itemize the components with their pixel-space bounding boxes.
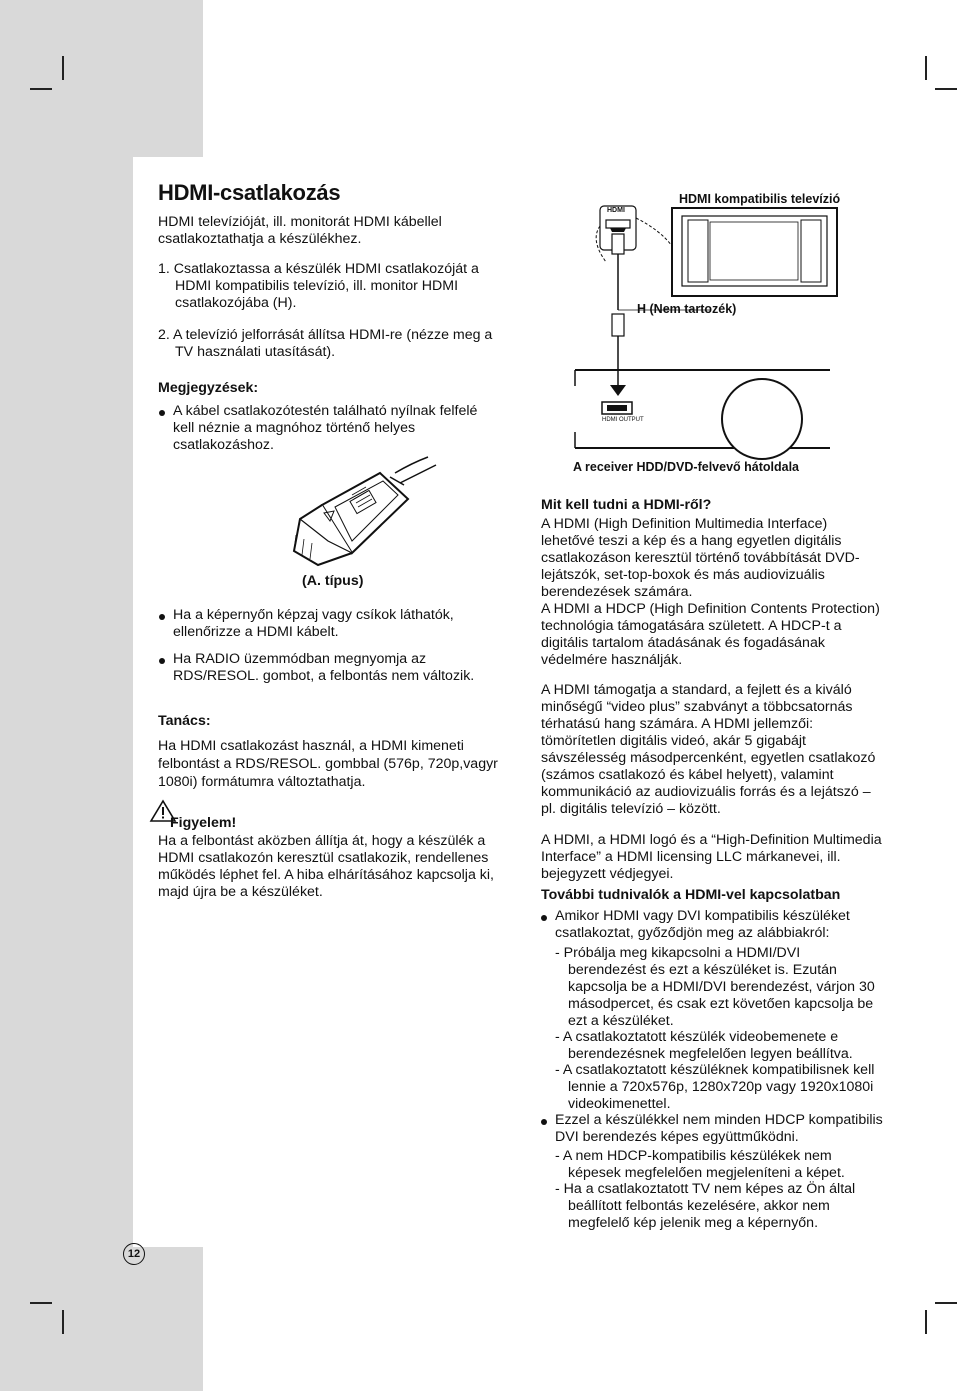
list-item: - A csatlakoztatott készüléknek kompatibilisnek kell lennie a 720x576p, 1280x720p vagy 1920x1080i videokimenettel. <box>555 1062 875 1112</box>
list-item: Amikor HDMI vagy DVI kompatibilis készüléket csatlakoztat, győződjön meg az alábbiakról: <box>555 908 850 941</box>
page-number: 12 <box>123 1243 145 1265</box>
bullet <box>541 915 547 921</box>
section-heading: Mit kell tudni a HDMI-ről? <box>541 497 712 513</box>
warning-heading: Figyelem! <box>170 815 237 831</box>
crop-mark <box>925 1310 927 1334</box>
note-2: Ha a képernyőn képzaj vagy csíkok láthatók, ellenőrizze a HDMI kábelt. <box>173 607 454 640</box>
paragraph: A HDMI támogatja a standard, a fejlett és a kiváló minőségű “video plus” szabványt a többcsatornás térhatású hang számára. A HDMI jellemzői: tömörítetlen digitális videó, akár 5 gigabájt sávszélesség másodpercenként, egyetlen csatlakozó (számos csatlakozó és kábel helyett), valamint kommunikáció az audiovizuális forrás és a lejátszó – pl. digitális televízió – között. <box>541 682 876 817</box>
tv-label: HDMI kompatibilis televízió <box>679 192 841 206</box>
crop-mark <box>935 1302 957 1304</box>
bullet <box>159 410 165 416</box>
crop-mark <box>925 56 927 80</box>
crop-mark <box>30 1302 52 1304</box>
bullet <box>159 614 165 620</box>
tip-text: Ha HDMI csatlakozást használ, a HDMI kimeneti felbontást a RDS/RESOL. gombbal (576p, 720p,vagyr 1080i) formátumra változtathatja. <box>158 738 498 790</box>
section-heading: További tudnivalók a HDMI-vel kapcsolatban <box>541 887 841 903</box>
crop-mark <box>62 56 64 80</box>
crop-mark <box>935 88 957 90</box>
paragraph: A HDMI, a HDMI logó és a “High-Definition Multimedia Interface” a HDMI licensing LLC márkanevei, ill. bejegyzett védjegyei. <box>541 832 882 882</box>
bullet <box>541 1119 547 1125</box>
receiver-label: A receiver HDD/DVD-felvevő hátoldala <box>573 460 800 474</box>
connection-diagram <box>570 190 840 480</box>
list-item: - A csatlakoztatott készülék videobemenete e berendezésnek megfelelően legyen beállítva. <box>555 1029 853 1062</box>
list-item: - Ha a csatlakoztatott TV nem képes az Ön által beállított felbontás kezelésére, akkor nem megfelelő kép jelenik meg a képernyőn. <box>555 1181 856 1231</box>
step-2: 2. A televízió jelforrását állítsa HDMI-re (nézze meg a TV használati utasítását). <box>158 327 493 360</box>
type-label: (A. típus) <box>302 573 364 589</box>
hdmi-plug-illustration <box>280 455 440 575</box>
crop-mark <box>30 88 52 90</box>
warning-text: Ha a felbontást aközben állítja át, hogy a készülék a HDMI csatlakozón keresztül csatlakozik, rendellenes működés léphet fel. A hiba elhárításához kapcsolja ki, majd újra be a készüléket. <box>158 833 494 900</box>
margin-band-inner <box>133 157 203 1247</box>
notes-heading: Megjegyzések: <box>158 380 259 396</box>
list-item: - Próbálja meg kikapcsolni a HDMI/DVI berendezést és ezt a készüléket is. Ezután kapcsolja be a HDMI/DVI berendezést, várjon 30 másodpercet, és csak ezt követően kapcsolja be ezt a készüléket. <box>555 945 875 1029</box>
hdmi-output-label: HDMI OUTPUT <box>602 417 644 423</box>
hdmi-port-label: HDMI <box>607 207 625 214</box>
tip-heading: Tanács: <box>158 713 211 729</box>
step-1: 1. Csatlakoztassa a készülék HDMI csatlakozóját a HDMI kompatibilis televízió, ill. monitor HDMI csatlakozójába (H). <box>158 261 479 311</box>
note-3: Ha RADIO üzemmódban megnyomja az RDS/RESOL. gombot, a felbontás nem változik. <box>173 651 475 684</box>
note-1: A kábel csatlakozótestén található nyílnak felfelé kell néznie a magnóhoz történő helyes csatlakozáshoz. <box>173 403 478 453</box>
cable-label: H (Nem tartozék) <box>637 302 737 316</box>
page-title: HDMI-csatlakozás <box>158 180 341 205</box>
crop-mark <box>62 1310 64 1334</box>
list-item: - A nem HDCP-kompatibilis készülékek nem képesek megfelelően megjeleníteni a képet. <box>555 1148 845 1181</box>
intro-text: HDMI televízióját, ill. monitorát HDMI kábellel csatlakoztathatja a készülékhez. <box>158 214 442 247</box>
paragraph: A HDMI (High Definition Multimedia Interface) lehetővé teszi a kép és a hang egyetlen digitális csatlakozáson keresztül történő továbbítását DVD- lejátszók, set-top-boxok és más audiovizuális berendezések számára. A HDMI a HDCP (High Definition Contents Protection) technológia támogatására született. A HDCP-t a digitális tartalom átadásának és fogadásának védelmére használják. <box>541 516 880 668</box>
list-item: Ezzel a készülékkel nem minden HDCP kompatibilis DVI berendezés képes együttműködni. <box>555 1112 883 1145</box>
bullet <box>159 658 165 664</box>
